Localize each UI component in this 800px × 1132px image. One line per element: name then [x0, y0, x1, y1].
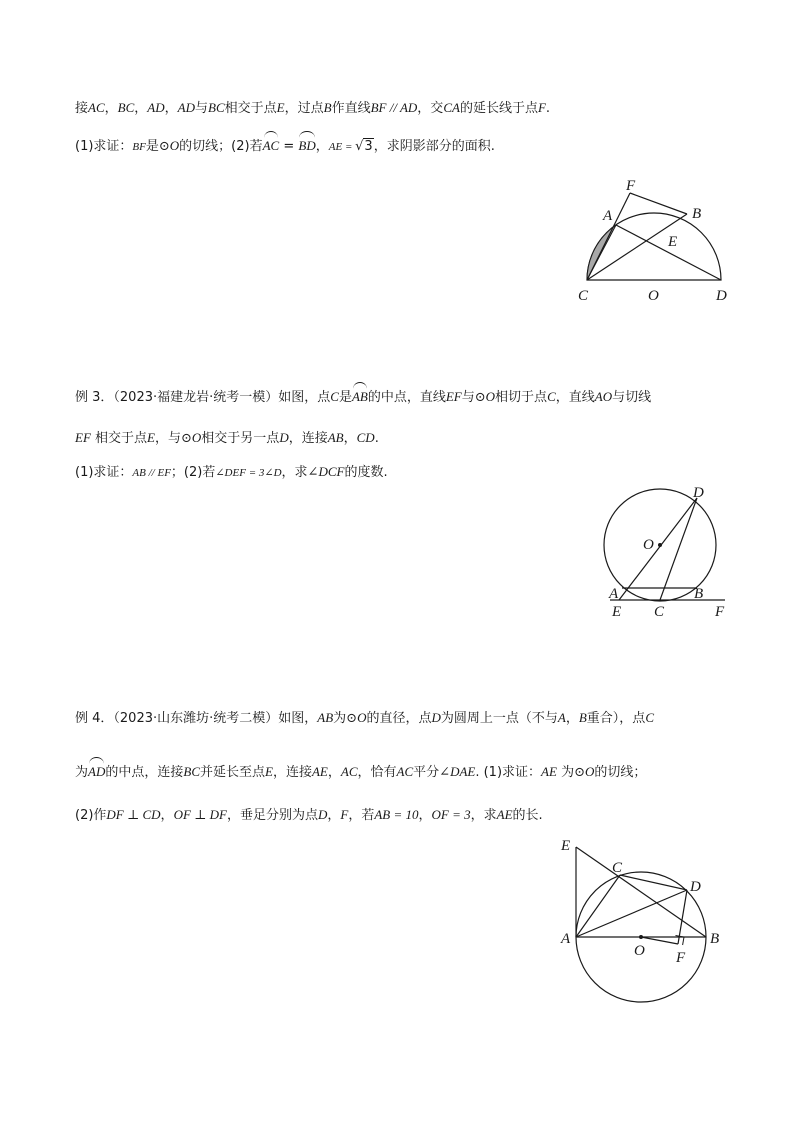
label-f: F — [676, 950, 686, 966]
problem2-line1: 接AC，BC，AD，AD与BC相交于点E，过点B作直线BF // AD，交CA的延长线于点F. — [75, 100, 551, 116]
label-e: E — [668, 234, 678, 250]
figure-circle-tangent — [600, 482, 740, 622]
label-b: B — [694, 586, 704, 602]
example4-line3: (2)作DF ⊥ CD，OF ⊥ DF，垂足分别为点D，F，若AB = 10，OF = 3，求AE的长. — [75, 807, 543, 823]
label-c: C — [654, 604, 665, 620]
example3-line1: 例 3．（2023·福建龙岩·统考一模）如图，点C是AB的中点，直线EF与⊙O相切于点C，直线AO与切线 — [75, 389, 652, 405]
example3-line3: (1)求证：AB // EF；(2)若∠DEF = 3∠D，求∠DCF的度数. — [75, 464, 388, 480]
label-o: O — [648, 288, 659, 304]
arc-ab: AB — [352, 387, 368, 407]
label-a: A — [603, 208, 613, 224]
label-d: D — [693, 485, 704, 501]
label-a: A — [561, 931, 571, 947]
label-c: C — [578, 288, 589, 304]
label-e: E — [612, 604, 622, 620]
example4-line2: 为AD的中点，连接BC并延长至点E，连接AE，AC，恰有AC平分∠DAE. (1)求证：AE 为⊙O的切线； — [75, 764, 647, 780]
figure-circle-diameter — [555, 832, 730, 1012]
arc-ad: AD — [88, 762, 105, 782]
label-b: B — [710, 931, 720, 947]
figure-semicircle — [570, 175, 750, 305]
label-b: B — [692, 206, 702, 222]
label-d: D — [716, 288, 727, 304]
problem2-line2: (1)求证：BF是⊙O的切线；(2)若AC = BD，AE = √3，求阴影部分的面积. — [75, 138, 495, 154]
label-e: E — [561, 838, 571, 854]
example4-line1: 例 4．（2023·山东潍坊·统考二模）如图，AB为⊙O的直径，点D为圆周上一点（不与A，B重合），点C — [75, 710, 654, 726]
label-c: C — [612, 860, 623, 876]
label-o: O — [634, 943, 645, 959]
label-d: D — [690, 879, 701, 895]
label-f: F — [626, 178, 636, 194]
arc-bd: BD — [298, 136, 315, 156]
label-f: F — [715, 604, 725, 620]
label-a: A — [609, 586, 619, 602]
arc-ac: AC — [263, 136, 280, 156]
example3-line2: EF 相交于点E，与⊙O相交于另一点D，连接AB，CD. — [75, 430, 379, 446]
label-o: O — [643, 537, 654, 553]
